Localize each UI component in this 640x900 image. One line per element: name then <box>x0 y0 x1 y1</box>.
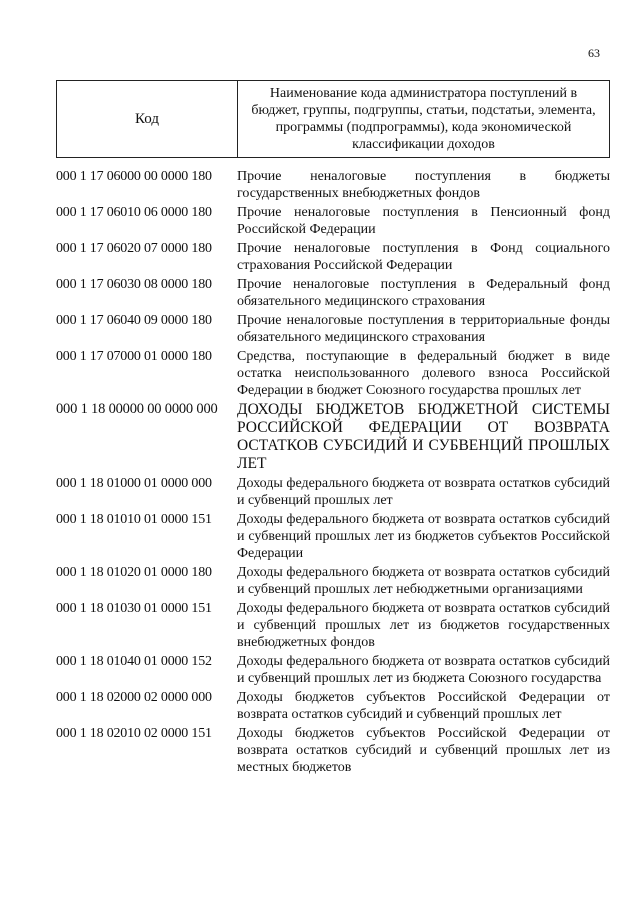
row-code: 000 1 17 06040 09 0000 180 <box>56 313 212 328</box>
table-row <box>56 689 610 723</box>
row-code: 000 1 18 02010 02 0000 151 <box>56 726 212 741</box>
row-code: 000 1 17 06030 08 0000 180 <box>56 277 212 292</box>
table-row <box>56 348 610 399</box>
row-description: Прочие неналоговые поступления в территориальные фонды обязательного медицинского страхования <box>237 313 610 345</box>
table-row <box>56 475 610 509</box>
row-code: 000 1 17 06020 07 0000 180 <box>56 241 212 256</box>
table-row <box>56 401 610 473</box>
row-code: 000 1 17 07000 01 0000 180 <box>56 349 212 364</box>
row-description: ДОХОДЫ БЮДЖЕТОВ БЮДЖЕТНОЙ СИСТЕМЫ РОССИЙСКОЙ ФЕДЕРАЦИИ ОТ ВОЗВРАТА ОСТАТКОВ СУБСИДИЙ И СУБВЕНЦИЙ ПРОШЛЫХ ЛЕТ <box>237 401 610 472</box>
table-row <box>56 204 610 238</box>
row-description: Доходы федерального бюджета от возврата остатков субсидий и субвенций прошлых лет небюджетными организациями <box>237 565 610 597</box>
row-description: Прочие неналоговые поступления в Федеральный фонд обязательного медицинского страхования <box>237 277 610 309</box>
row-code: 000 1 18 02000 02 0000 000 <box>56 690 212 705</box>
table-row <box>56 312 610 346</box>
row-code: 000 1 18 01040 01 0000 152 <box>56 654 212 669</box>
row-code: 000 1 17 06000 00 0000 180 <box>56 169 212 184</box>
page-number: 63 <box>588 46 600 60</box>
row-description: Доходы федерального бюджета от возврата остатков субсидий и субвенций прошлых лет из бюджетов государственных внебюджетных фондов <box>237 601 610 650</box>
row-description: Доходы бюджетов субъектов Российской Федерации от возврата остатков субсидий и субвенций прошлых лет из местных бюджетов <box>237 726 610 775</box>
row-code: 000 1 18 01000 01 0000 000 <box>56 476 212 491</box>
row-code: 000 1 18 01020 01 0000 180 <box>56 565 212 580</box>
code-column-header: Код <box>57 81 238 157</box>
row-description: Средства, поступающие в федеральный бюджет в виде остатка неиспользованного долевого взноса Российской Федерации в бюджет Союзного государства прошлых лет <box>237 349 610 398</box>
row-code: 000 1 17 06010 06 0000 180 <box>56 205 212 220</box>
row-description: Прочие неналоговые поступления в Фонд социального страхования Российской Федерации <box>237 241 610 273</box>
classification-rows <box>56 168 610 778</box>
row-code: 000 1 18 00000 00 0000 000 <box>56 401 218 417</box>
table-row <box>56 564 610 598</box>
table-row <box>56 653 610 687</box>
table-row <box>56 600 610 651</box>
table-row <box>56 168 610 202</box>
row-code: 000 1 18 01030 01 0000 151 <box>56 601 212 616</box>
row-description: Доходы федерального бюджета от возврата остатков субсидий и субвенций прошлых лет из бюджета Союзного государства <box>237 654 610 686</box>
row-description: Доходы бюджетов субъектов Российской Федерации от возврата остатков субсидий и субвенций прошлых лет <box>237 690 610 722</box>
table-row <box>56 240 610 274</box>
row-description: Прочие неналоговые поступления в бюджеты государственных внебюджетных фондов <box>237 169 610 201</box>
row-description: Доходы федерального бюджета от возврата остатков субсидий и субвенций прошлых лет из бюджетов субъектов Российской Федерации <box>237 512 610 561</box>
table-row <box>56 511 610 562</box>
row-description: Доходы федерального бюджета от возврата остатков субсидий и субвенций прошлых лет <box>237 476 610 508</box>
table-header <box>56 80 610 158</box>
name-column-header: Наименование кода администратора поступлений в бюджет, группы, подгруппы, статьи, подстатьи, элемента, программы (подпрограммы), кода экономической классификации доходов <box>251 86 596 152</box>
row-description: Прочие неналоговые поступления в Пенсионный фонд Российской Федерации <box>237 205 610 237</box>
row-code: 000 1 18 01010 01 0000 151 <box>56 512 212 527</box>
table-row <box>56 725 610 776</box>
table-row <box>56 276 610 310</box>
